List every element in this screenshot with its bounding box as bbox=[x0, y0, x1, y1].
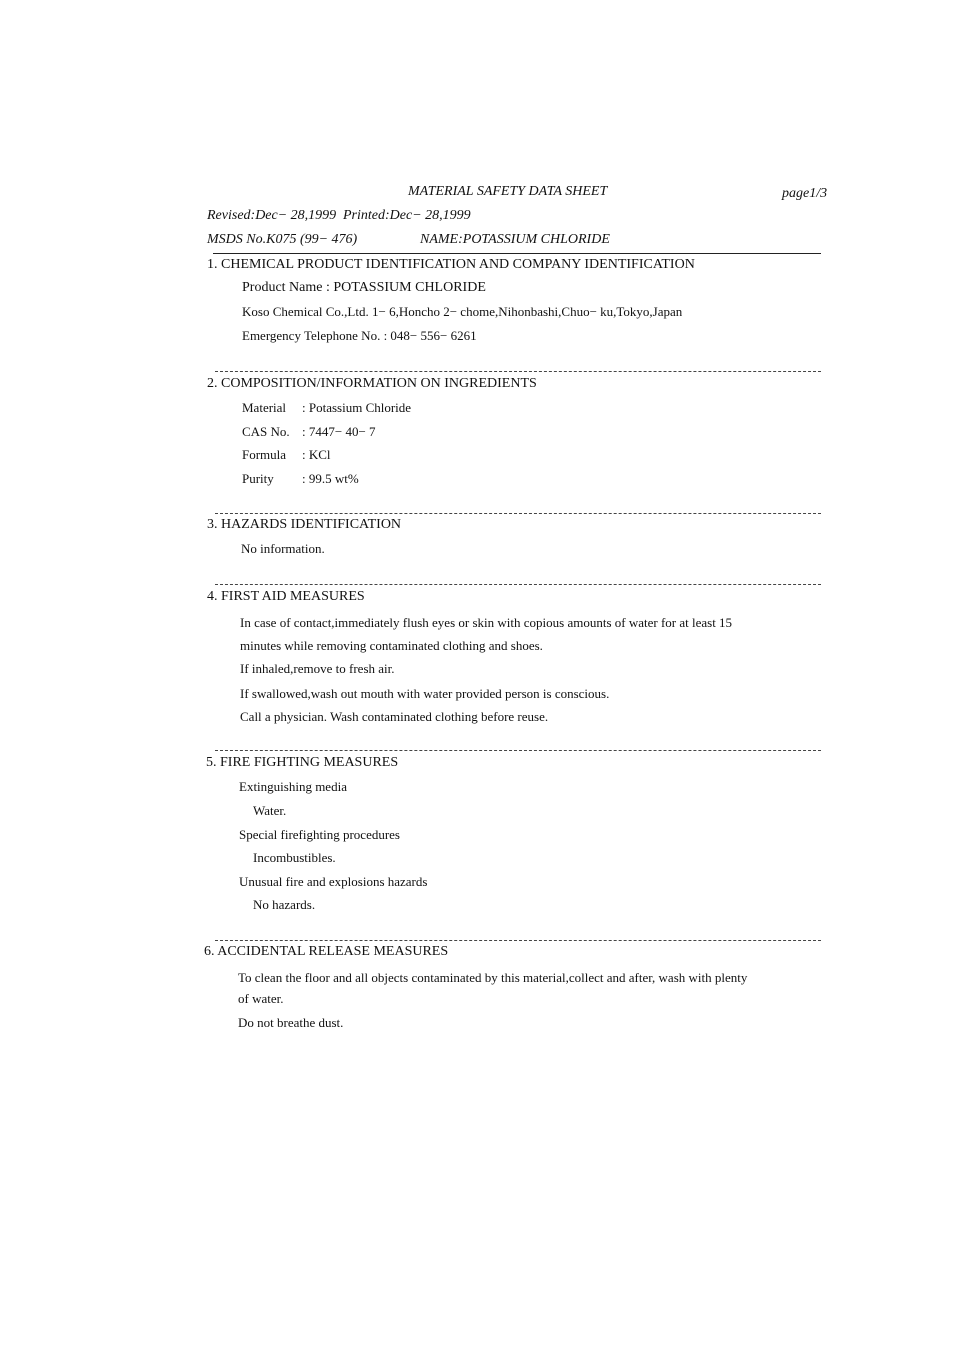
header-rule bbox=[213, 253, 821, 254]
section-6-heading: 6. ACCIDENTAL RELEASE MEASURES bbox=[204, 944, 449, 959]
product-name-line: Product Name : POTASSIUM CHLORIDE bbox=[242, 280, 486, 295]
section-3-heading: 3. HAZARDS IDENTIFICATION bbox=[207, 517, 402, 532]
material-value: : Potassium Chloride bbox=[302, 400, 412, 415]
page-number: page1/3 bbox=[782, 186, 828, 201]
purity-value: : 99.5 wt% bbox=[302, 471, 359, 486]
release-line: Do not breathe dust. bbox=[238, 1015, 344, 1030]
purity-label: Purity bbox=[242, 471, 274, 486]
product-name-header: NAME:POTASSIUM CHLORIDE bbox=[420, 232, 610, 247]
first-aid-line: If swallowed,wash out mouth with water provided person is conscious. bbox=[240, 686, 610, 701]
section-2-heading: 2. COMPOSITION/INFORMATION ON INGREDIENTS bbox=[207, 376, 537, 391]
section-divider bbox=[215, 513, 821, 514]
fire-detail: Incombustibles. bbox=[253, 850, 336, 865]
section-1-heading: 1. CHEMICAL PRODUCT IDENTIFICATION AND COMPANY IDENTIFICATION bbox=[207, 257, 695, 272]
printed-date: Printed:Dec− 28,1999 bbox=[343, 208, 471, 223]
fire-detail: No hazards. bbox=[253, 897, 316, 912]
company-address-line: Koso Chemical Co.,Ltd. 1− 6,Honcho 2− chome,Nihonbashi,Chuo− ku,Tokyo,Japan bbox=[242, 304, 683, 319]
section-divider bbox=[215, 371, 821, 372]
section-divider bbox=[215, 750, 821, 751]
formula-value: : KCl bbox=[302, 447, 331, 462]
section-5-heading: 5. FIRE FIGHTING MEASURES bbox=[206, 755, 399, 770]
first-aid-line: In case of contact,immediately flush eyes or skin with copious amounts of water for at least 15 bbox=[240, 615, 733, 630]
fire-subheading: Extinguishing media bbox=[239, 779, 347, 794]
release-line: To clean the floor and all objects contaminated by this material,collect and after, wash with plenty bbox=[238, 970, 748, 985]
hazards-text: No information. bbox=[241, 541, 325, 556]
first-aid-line: Call a physician. Wash contaminated clothing before reuse. bbox=[240, 709, 549, 724]
cas-label: CAS No. bbox=[242, 424, 290, 439]
formula-label: Formula bbox=[242, 447, 287, 462]
first-aid-line: minutes while removing contaminated clothing and shoes. bbox=[240, 638, 543, 653]
section-divider bbox=[215, 584, 821, 585]
document-title: MATERIAL SAFETY DATA SHEET bbox=[408, 184, 608, 199]
first-aid-line: If inhaled,remove to fresh air. bbox=[240, 661, 395, 676]
msds-number: MSDS No.K075 (99− 476) bbox=[207, 232, 358, 247]
fire-subheading: Special firefighting procedures bbox=[239, 827, 400, 842]
release-line: of water. bbox=[238, 991, 284, 1006]
material-label: Material bbox=[242, 400, 287, 415]
revised-date: Revised:Dec− 28,1999 bbox=[207, 208, 337, 223]
cas-value: : 7447− 40− 7 bbox=[302, 424, 376, 439]
section-divider bbox=[215, 940, 821, 941]
fire-subheading: Unusual fire and explosions hazards bbox=[239, 874, 428, 889]
section-4-heading: 4. FIRST AID MEASURES bbox=[207, 589, 365, 604]
fire-detail: Water. bbox=[253, 803, 287, 818]
emergency-phone-line: Emergency Telephone No. : 048− 556− 6261 bbox=[242, 328, 477, 343]
